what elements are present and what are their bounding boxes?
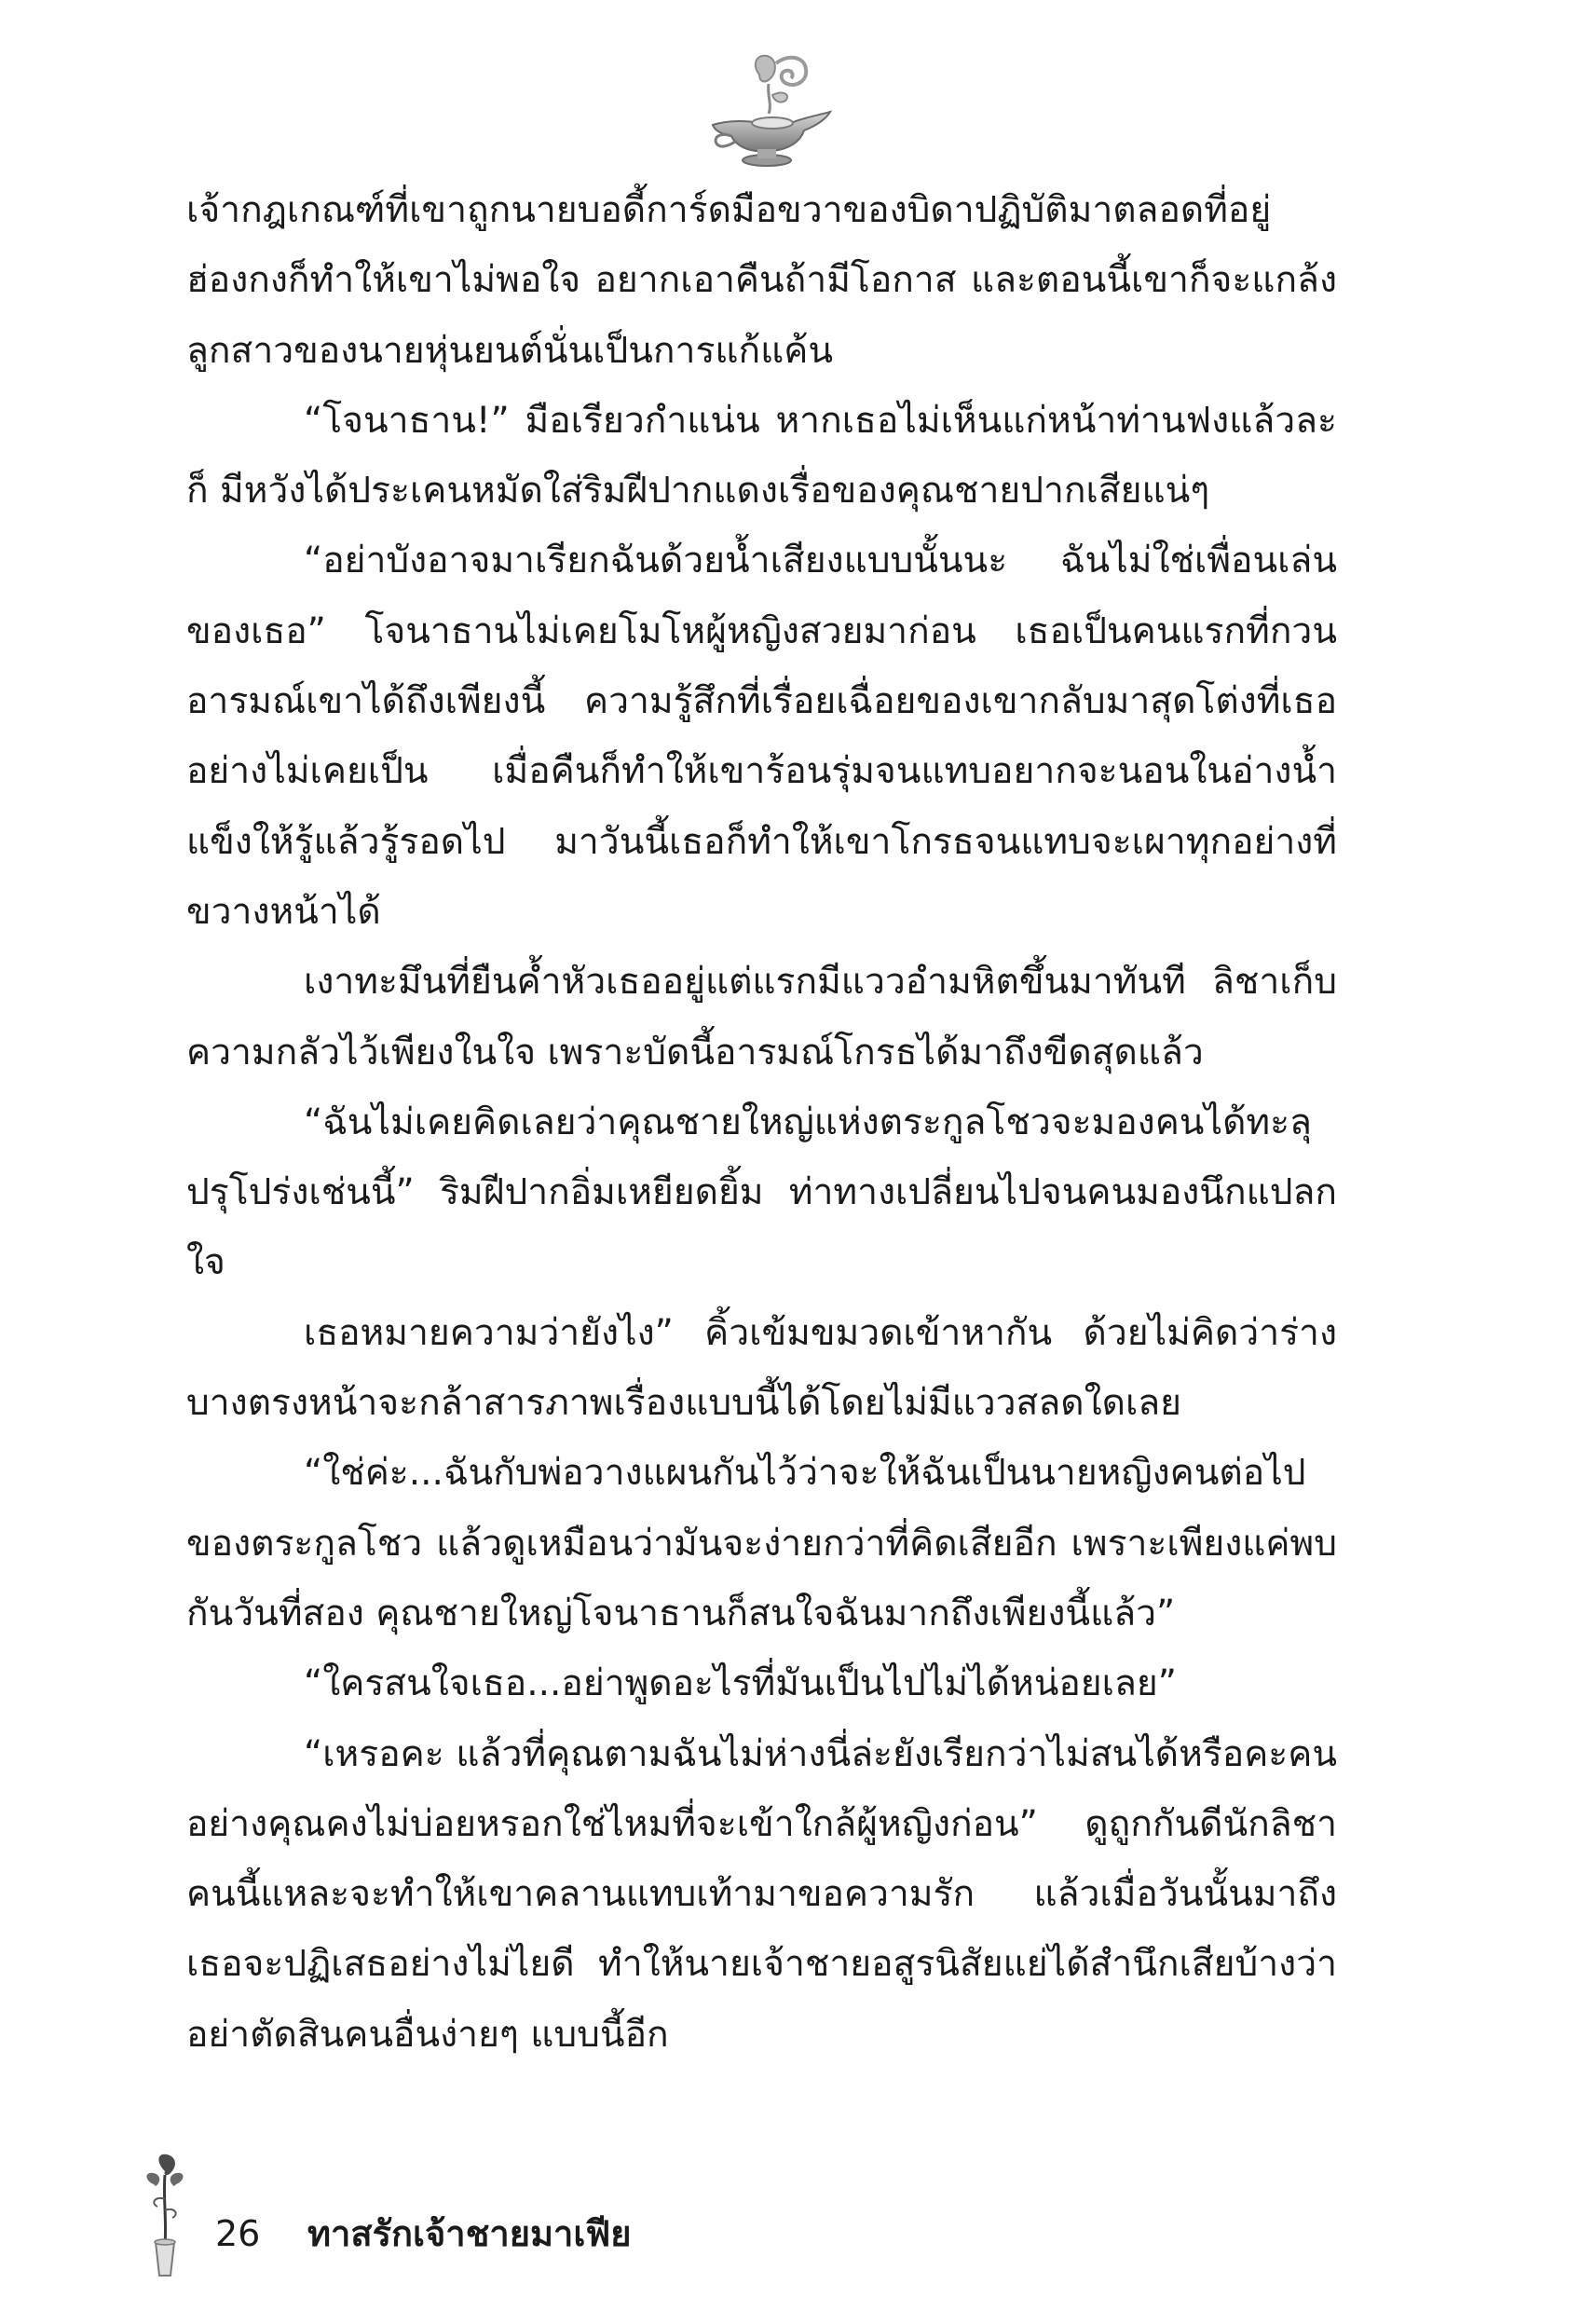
paragraph: “อย่าบังอาจมาเรียกฉันด้วยน้ำเสียงแบบนั้นนะ ฉันไม่ใช่เพื่อนเล่นของเธอ” โจนาธานไม่เคยโมโหผู้หญิงสวยมาก่อน เธอเป็นคนแรกที่กวนอารมณ์เขาได้ถึงเพียงนี้ ความรู้สึกที่เรื่อยเฉื่อยของเขากลับมาสุดโต่งที่เธออย่างไม่เคยเป็น เมื่อคืนก็ทำให้เขาร้อนรุ่มจนแทบอยากจะนอนในอ่างน้ำแข็งให้รู้แล้วรู้รอดไป มาวันนี้เธอก็ทำให้เขาโกรธจนแทบจะเผาทุกอย่างที่ขวางหน้าได้ [186, 540, 1337, 933]
rose-in-vase-icon [135, 2153, 195, 2283]
paragraph: “ใครสนใจเธอ...อย่าพูดอะไรที่มันเป็นไปไม่ได้หน่อยเลย” [304, 1662, 1177, 1705]
paragraph: เธอหมายความว่ายังไง” คิ้วเข้มขมวดเข้าหากัน ด้วยไม่คิดว่าร่างบางตรงหน้าจะกล้าสารภาพเรื่องแบบนี้ได้โดยไม่มีแววสลดใดเลย [186, 1311, 1337, 1425]
paragraph: เงาทะมึนที่ยืนค้ำหัวเธออยู่แต่แรกมีแววอำมหิตขึ้นมาทันที ลิชาเก็บความกลัวไว้เพียงในใจ เพราะบัดนี้อารมณ์โกรธได้มาถึงขีดสุดแล้ว [186, 961, 1337, 1073]
book-title: ทาสรักเจ้าชายมาเฟีย [307, 2213, 632, 2254]
page-number: 26 [215, 2213, 261, 2254]
body-text [186, 175, 1337, 2070]
paragraph: “ฉันไม่เคยคิดเลยว่าคุณชายใหญ่แห่งตระกูลโชวจะมองคนได้ทะลุปรุโปร่งเช่นนี้” ริมฝีปากอิ่มเหยียดยิ้ม ท่าทางเปลี่ยนไปจนคนมองนึกแปลกใจ [186, 1101, 1337, 1284]
magic-lamp-with-rose-icon [694, 47, 843, 177]
paragraph: “ใช่ค่ะ...ฉันกับพ่อวางแผนกันไว้ว่าจะให้ฉันเป็นนายหญิงคนต่อไปของตระกูลโชว แล้วดูเหมือนว่ามันจะง่ายกว่าที่คิดเสียอีก เพราะเพียงแค่พบกันวันที่สอง คุณชายใหญ่โจนาธานก็สนใจฉันมากถึงเพียงนี้แล้ว” [186, 1452, 1337, 1634]
paragraph: “เหรอคะ แล้วที่คุณตามฉันไม่ห่างนี่ล่ะยังเรียกว่าไม่สนได้หรือคะคนอย่างคุณคงไม่บ่อยหรอกใช่ไหมที่จะเข้าใกล้ผู้หญิงก่อน” ดูถูกกันดีนักลิชาคนนี้แหละจะทำให้เขาคลานแทบเท้ามาขอความรัก แล้วเมื่อวันนั้นมาถึงเธอจะปฏิเสธอย่างไม่ไยดี ทำให้นายเจ้าชายอสูรนิสัยแย่ได้สำนึกเสียบ้างว่า อย่าตัดสินคนอื่นง่ายๆ แบบนี้อีก [186, 1732, 1337, 2056]
page-footer [135, 2153, 1253, 2292]
paragraph: เจ้ากฎเกณฑ์ที่เขาถูกนายบอดี้การ์ดมือขวาของบิดาปฏิบัติมาตลอดที่อยู่ฮ่องกงก็ทำให้เขาไม่พอใจ อยากเอาคืนถ้ามีโอกาส และตอนนี้เขาก็จะแกล้งลูกสาวของนายหุ่นยนต์นั่นเป็นการแก้แค้น [186, 189, 1337, 372]
paragraph: “โจนาธาน!” มือเรียวกำแน่น หากเธอไม่เห็นแก่หน้าท่านฟงแล้วละก็ มีหวังได้ประเคนหมัดใส่ริมฝีปากแดงเรื่อของคุณชายปากเสียแน่ๆ [186, 399, 1337, 513]
